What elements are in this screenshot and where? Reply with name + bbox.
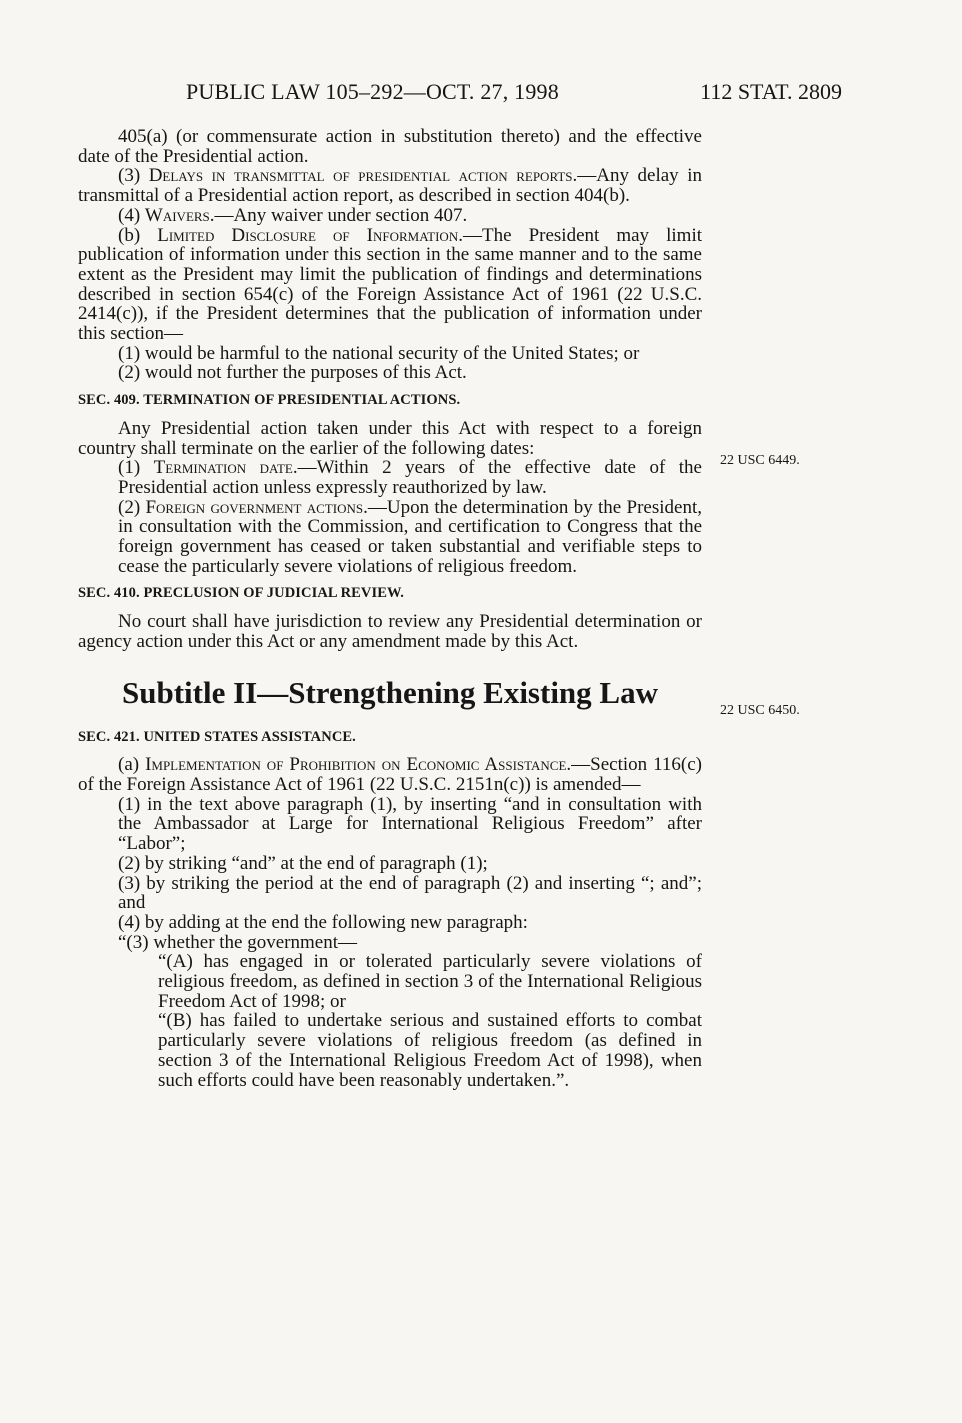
header-citation: PUBLIC LAW 105–292—OCT. 27, 1998 (186, 79, 559, 104)
paragraph-item-1: (1) would be harmful to the national security of the United States; or (118, 342, 640, 364)
paragraph-new-3: “(3) whether the government— (118, 931, 357, 953)
paragraph-foreign-government-actions: (2) Foreign government actions.—Upon the determination by the President, in consultation with the Commission, and certification to Congress that the foreign government has ceased or taken substantial and verifiable steps to cease the particularly severe violations of religious freedom. (118, 496, 702, 577)
subtitle-heading: Subtitle II—Strengthening Existing Law (121, 674, 658, 710)
paragraph-amend-1: (1) in the text above paragraph (1), by inserting “and in consultation with the Ambassador at Large for International Religious Freedom” after “Labor”; (118, 793, 702, 855)
paragraph: 405(a) (or commensurate action in substitution thereto) and the effective date of the Presidential action. (78, 126, 702, 167)
running-header (78, 78, 842, 106)
header-stat-page: 112 STAT. 2809 (700, 79, 842, 104)
margin-note-usc-6450: 22 USC 6450. (720, 703, 800, 718)
section-heading-421: SEC. 421. UNITED STATES ASSISTANCE. (78, 728, 356, 745)
paragraph-amend-3: (3) by striking the period at the end of paragraph (2) and inserting “; and”; and (118, 872, 702, 914)
paragraph-termination-date: (1) Termination date.—Within 2 years of the effective date of the Presidential action unless expressly reauthorized by law. (118, 457, 702, 498)
paragraph-new-3b: “(B) has failed to undertake serious and sustained efforts to combat particularly severe violations of religious freedom (as defined in section 3 of the International Religious Freedom Act of 1998), when such efforts could have been reasonably undertaken.”. (158, 1010, 702, 1091)
section-heading-410: SEC. 410. PRECLUSION OF JUDICIAL REVIEW. (78, 585, 405, 602)
paragraph-judicial-review: No court shall have jurisdiction to review any Presidential determination or agency action under this Act or any amendment made by this Act. (78, 611, 702, 652)
paragraph-delays-in-transmittal: (3) Delays in transmittal of presidential action reports.—Any delay in transmittal of a Presidential action report, as described in section 404(b). (78, 165, 702, 207)
paragraph-item-2: (2) would not further the purposes of this Act. (118, 362, 467, 384)
paragraph-new-3a: “(A) has engaged in or tolerated particularly severe violations of religious freedom, as defined in section 3 of the International Religious Freedom Act of 1998; or (158, 951, 702, 1012)
paragraph-termination: Any Presidential action taken under this Act with respect to a foreign country shall terminate on the earlier of the following dates: (78, 417, 702, 459)
paragraph-limited-disclosure: (b) Limited Disclosure of Information.—The President may limit publication of information under this section in the same manner and to the same extent as the President may limit the publication of findings and determinations described in section 654(c) of the Foreign Assistance Act of 1961 (22 U.S.C. 2414(c)), if the President determines that the publication of information under this section— (78, 224, 703, 345)
paragraph-amend-2: (2) by striking “and” at the end of paragraph (1); (118, 852, 488, 874)
body-text (78, 127, 702, 1090)
paragraph-amend-4: (4) by adding at the end the following new paragraph: (118, 911, 528, 933)
section-heading-409: SEC. 409. TERMINATION OF PRESIDENTIAL ACTIONS. (78, 392, 461, 409)
paragraph-implementation: (a) Implementation of Prohibition on Economic Assistance.—Section 116(c) of the Foreign Assistance Act of 1961 (22 U.S.C. 2151n(c)) is amended— (78, 754, 703, 795)
margin-note-usc-6449: 22 USC 6449. (720, 453, 800, 468)
paragraph-waivers: (4) Waivers.—Any waiver under section 407. (118, 204, 468, 226)
